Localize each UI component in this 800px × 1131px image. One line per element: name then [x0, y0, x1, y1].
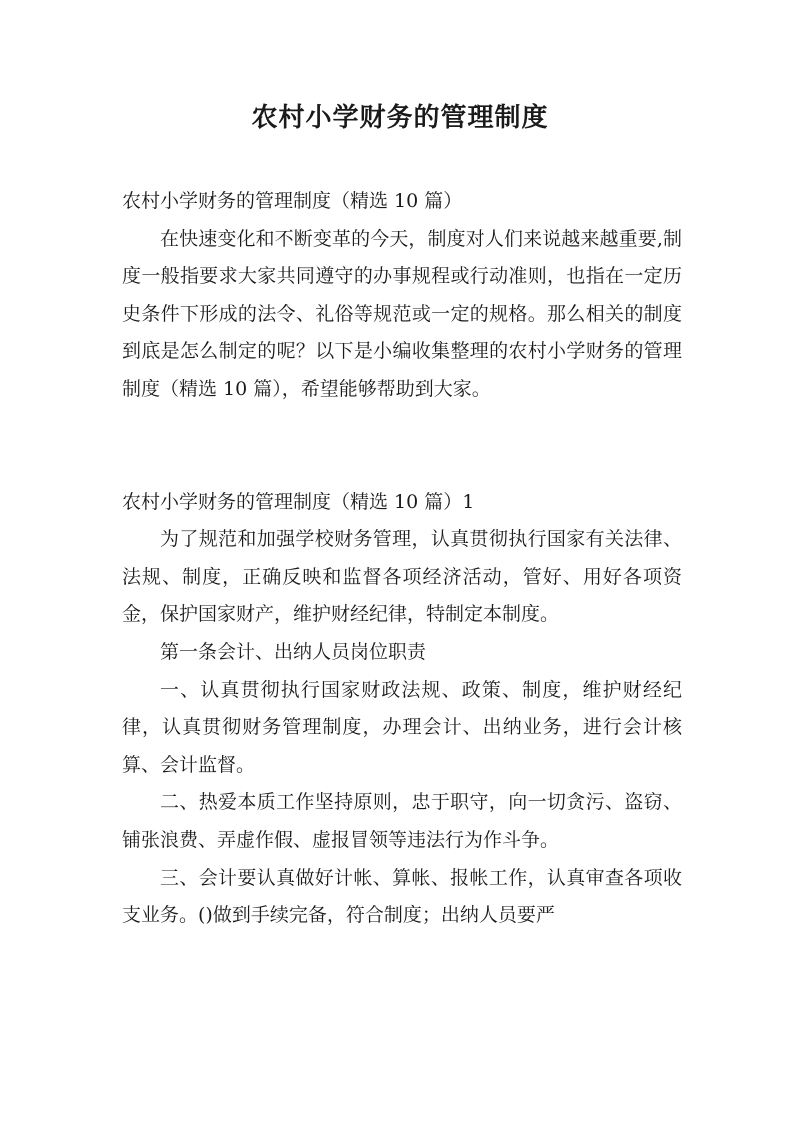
- article-item-3: 三、会计要认真做好计帐、算帐、报帐工作，认真审查各项收支业务。()做到手续完备，符合制度；出纳人员要严: [122, 866, 682, 927]
- intro-heading: 农村小学财务的管理制度（精选 10 篇）: [122, 190, 463, 212]
- section-spacer: [122, 409, 682, 484]
- section-paragraph-purpose: 为了规范和加强学校财务管理，认真贯彻执行国家有关法律、法规、制度，正确反映和监督各项经济活动，管好、用好各项资金，保护国家财产，维护财经纪律，特制定本制度。: [122, 528, 682, 626]
- document-body: [122, 183, 682, 935]
- article-item-1: 一、认真贯彻执行国家财政法规、政策、制度，维护财经纪律，认真贯彻财务管理制度，办理会计、出纳业务，进行会计核算、会计监督。: [122, 678, 682, 776]
- article-item-2: 二、热爱本质工作坚持原则，忠于职守，向一切贪污、盗窃、铺张浪费、弄虚作假、虚报冒领等违法行为作斗争。: [122, 791, 682, 851]
- section-heading: 农村小学财务的管理制度（精选 10 篇）1: [122, 490, 475, 513]
- intro-paragraph: 在快速变化和不断变革的今天，制度对人们来说越来越重要,制度一般指要求大家共同遵守的办事规程或行动准则，也指在一定历史条件下形成的法令、礼俗等规范或一定的规格。那么相关的制度到底是怎么制定的呢？以下是小编收集整理的农村小学财务的管理制度（精选 10 篇），希望能够帮助到大家。: [122, 227, 682, 400]
- article-heading: 第一条会计、出纳人员岗位职责: [160, 640, 427, 663]
- document-title: 农村小学财务的管理制度: [251, 103, 549, 133]
